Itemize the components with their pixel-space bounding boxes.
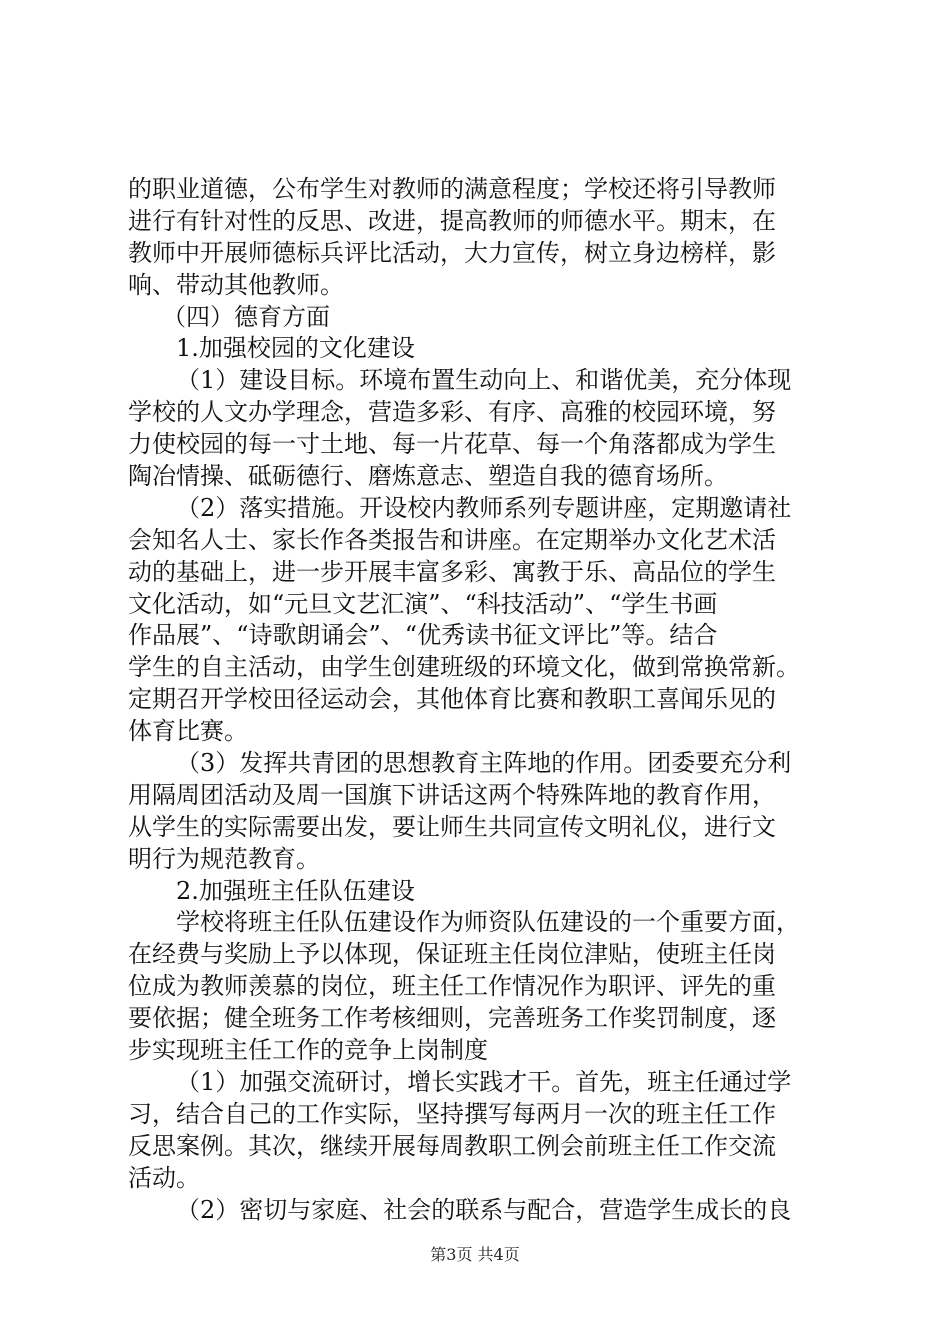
text-line: 学校将班主任队伍建设作为师资队伍建设的一个重要方面， — [176, 908, 800, 937]
text-line: 明行为规范教育。 — [128, 844, 320, 873]
text-line: 文化活动，如“元旦文艺汇演”、“科技活动”、“学生书画 — [128, 589, 718, 618]
text-line: （1）加强交流研讨，增长实践才干。首先，班主任通过学 — [176, 1067, 792, 1096]
text-line: 作品展”、“诗歌朗诵会”、“优秀读书征文评比”等。结合 — [128, 621, 718, 650]
text-line: 进行有针对性的反思、改进，提高教师的师德水平。期末，在 — [128, 206, 776, 235]
text-line: 陶冶情操、砥砺德行、磨炼意志、塑造自我的德育场所。 — [128, 462, 728, 491]
body-text — [128, 174, 828, 1226]
text-line: 学校的人文办学理念，营造多彩、有序、高雅的校园环境，努 — [128, 398, 776, 427]
text-line: 体育比赛。 — [128, 717, 248, 746]
text-line: 力使校园的每一寸土地、每一片花草、每一个角落都成为学生 — [128, 430, 776, 459]
text-line: 位成为教师羡慕的岗位，班主任工作情况作为职评、评先的重 — [128, 972, 776, 1001]
text-line: 反思案例。其次，继续开展每周教职工例会前班主任工作交流 — [128, 1131, 776, 1160]
section-heading: （四）德育方面 — [162, 302, 330, 331]
text-line: 教师中开展师德标兵评比活动，大力宣传，树立身边榜样，影 — [128, 238, 776, 267]
text-line: 从学生的实际需要出发，要让师生共同宣传文明礼仪，进行文 — [128, 812, 776, 841]
page-footer — [0, 1245, 950, 1265]
text-line: 响、带动其他教师。 — [128, 270, 344, 299]
text-line: 动的基础上，进一步开展丰富多彩、寓教于乐、高品位的学生 — [128, 557, 776, 586]
text-line: 要依据；健全班务工作考核细则，完善班务工作奖罚制度，逐 — [128, 1004, 776, 1033]
text-line: 在经费与奖励上予以体现，保证班主任岗位津贴，使班主任岗 — [128, 940, 776, 969]
subsection-heading: 1.加强校园的文化建设 — [176, 334, 415, 363]
text-line: 会知名人士、家长作各类报告和讲座。在定期举办文化艺术活 — [128, 525, 776, 554]
text-line: 活动。 — [128, 1163, 200, 1192]
text-line: （3）发挥共青团的思想教育主阵地的作用。团委要充分利 — [176, 749, 792, 778]
text-line: 习，结合自己的工作实际，坚持撰写每两月一次的班主任工作 — [128, 1099, 776, 1128]
text-line: 用隔周团活动及周一国旗下讲话这两个特殊阵地的教育作用， — [128, 780, 776, 809]
subsection-heading: 2.加强班主任队伍建设 — [176, 876, 415, 905]
text-line: 的职业道德，公布学生对教师的满意程度；学校还将引导教师 — [128, 175, 776, 203]
text-line: （2）密切与家庭、社会的联系与配合，营造学生成长的良 — [176, 1195, 792, 1224]
text-line: 步实现班主任工作的竞争上岗制度 — [128, 1036, 488, 1065]
text-line: （1）建设目标。环境布置生动向上、和谐优美，充分体现 — [176, 366, 792, 395]
text-line: 学生的自主活动，由学生创建班级的环境文化，做到常换常新。 — [128, 653, 800, 682]
page-number-label: 第3页 共4页 — [430, 1245, 520, 1264]
text-line: （2）落实措施。开设校内教师系列专题讲座，定期邀请社 — [176, 493, 792, 522]
text-line: 定期召开学校田径运动会，其他体育比赛和教职工喜闻乐见的 — [128, 685, 776, 714]
